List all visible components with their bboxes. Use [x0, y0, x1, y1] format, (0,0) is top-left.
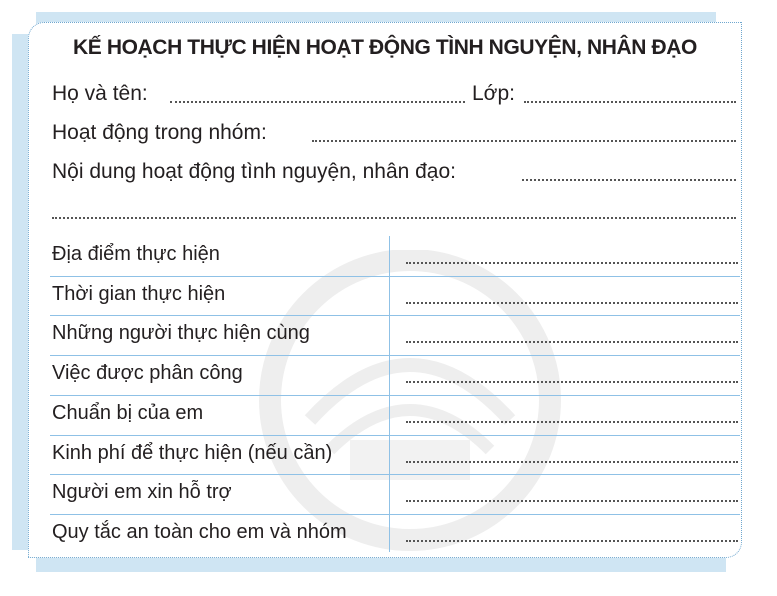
table-row-field[interactable]	[406, 381, 738, 383]
name-field[interactable]	[170, 101, 465, 103]
form-title: KẾ HOẠCH THỰC HIỆN HOẠT ĐỘNG TÌNH NGUYỆN, NHÂN ĐẠO	[73, 36, 697, 59]
table-row-label: Kinh phí để thực hiện (nếu cần)	[52, 441, 333, 464]
table-row-divider	[50, 355, 740, 356]
content-field-continued[interactable]	[52, 217, 736, 219]
content-label: Nội dung hoạt động tình nguyện, nhân đạo:	[52, 160, 457, 183]
class-field[interactable]	[524, 101, 736, 103]
table-row-divider	[50, 474, 740, 475]
table-row-divider	[50, 395, 740, 396]
table-row-field[interactable]	[406, 421, 738, 423]
table-row-divider	[50, 514, 740, 515]
table-row-label: Thời gian thực hiện	[52, 282, 226, 305]
table-row-divider	[50, 276, 740, 277]
group-activity-label: Hoạt động trong nhóm:	[52, 121, 267, 144]
class-label: Lớp:	[472, 82, 515, 105]
group-activity-field[interactable]	[312, 140, 736, 142]
table-row-divider	[50, 435, 740, 436]
table-row-field[interactable]	[406, 341, 738, 343]
table-row-label: Chuẩn bị của em	[52, 401, 204, 424]
table-row-field[interactable]	[406, 262, 738, 264]
table-row-field[interactable]	[406, 461, 738, 463]
name-label: Họ và tên:	[52, 82, 148, 105]
table-row-label: Những người thực hiện cùng	[52, 322, 310, 345]
table-row-label: Địa điểm thực hiện	[52, 243, 220, 265]
table-row-field[interactable]	[406, 500, 738, 502]
table-row-label: Người em xin hỗ trợ	[52, 481, 232, 504]
table-row-label: Quy tắc an toàn cho em và nhóm	[52, 520, 347, 543]
table-row-label: Việc được phân công	[52, 362, 243, 385]
table-row-divider	[50, 315, 740, 316]
table-row-field[interactable]	[406, 302, 738, 304]
table-row-field[interactable]	[406, 540, 738, 542]
content-field[interactable]	[522, 179, 736, 181]
